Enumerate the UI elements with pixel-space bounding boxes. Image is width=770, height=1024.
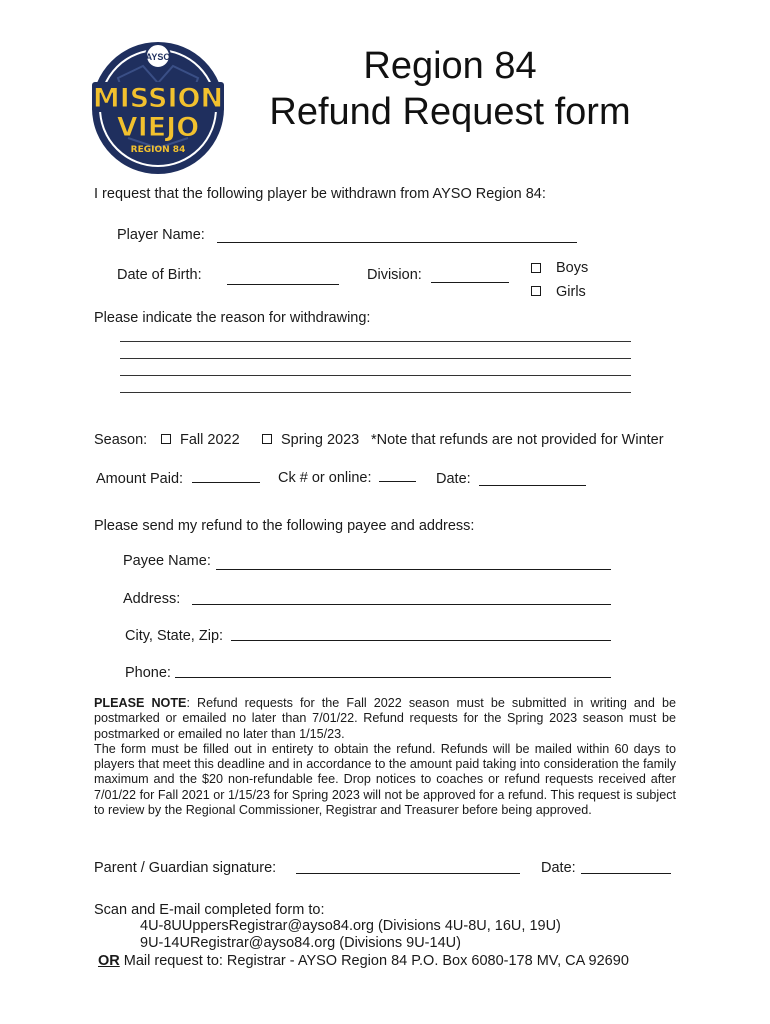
winter-note: *Note that refunds are not provided for Winter bbox=[371, 432, 664, 448]
logo-banner: REGION 84 bbox=[130, 145, 186, 155]
check-field[interactable] bbox=[379, 481, 416, 482]
fall-2022-checkbox[interactable] bbox=[161, 434, 171, 444]
signature-date-label: Date: bbox=[541, 860, 576, 876]
intro-text: I request that the following player be withdrawn from AYSO Region 84: bbox=[94, 186, 546, 202]
mail-address: Mail request to: Registrar - AYSO Region 84 P.O. Box 6080-178 MV, CA 92690 bbox=[119, 953, 629, 969]
notice-heading: PLEASE NOTE bbox=[94, 696, 187, 710]
reason-label: Please indicate the reason for withdrawing: bbox=[94, 310, 371, 326]
phone-field[interactable] bbox=[175, 677, 611, 678]
reason-line-3[interactable] bbox=[120, 375, 631, 376]
payment-date-field[interactable] bbox=[479, 485, 586, 486]
player-name-label: Player Name: bbox=[117, 227, 205, 243]
girls-checkbox[interactable] bbox=[531, 286, 541, 296]
fall-2022-label: Fall 2022 bbox=[180, 432, 240, 448]
mail-instructions bbox=[98, 953, 629, 970]
reason-line-1[interactable] bbox=[120, 341, 631, 342]
phone-label: Phone: bbox=[125, 665, 171, 681]
division-field[interactable] bbox=[431, 282, 509, 283]
refund-notice bbox=[94, 696, 676, 818]
signature-label: Parent / Guardian signature: bbox=[94, 860, 277, 876]
player-name-field[interactable] bbox=[217, 242, 577, 243]
logo-badge-text: AYSO bbox=[145, 52, 171, 62]
logo-text-bottom: VIEJO bbox=[116, 112, 200, 143]
payee-intro: Please send my refund to the following payee and address: bbox=[94, 518, 475, 534]
or-label: OR bbox=[98, 953, 120, 969]
city-state-zip-label: City, State, Zip: bbox=[125, 628, 224, 644]
dob-label: Date of Birth: bbox=[117, 267, 202, 283]
payee-name-label: Payee Name: bbox=[123, 553, 211, 569]
season-label: Season: bbox=[94, 432, 148, 448]
address-field[interactable] bbox=[192, 604, 611, 605]
signature-field[interactable] bbox=[296, 873, 520, 874]
title-line2: Refund Request form bbox=[269, 91, 631, 133]
payment-date-label: Date: bbox=[436, 471, 471, 487]
check-label: Ck # or online: bbox=[278, 470, 372, 486]
address-label: Address: bbox=[123, 591, 181, 607]
email-9u-14u[interactable]: 9U-14URegistrar@ayso84.org (Divisions 9U-14U) bbox=[140, 935, 461, 951]
mission-viejo-logo bbox=[88, 38, 228, 178]
dob-field[interactable] bbox=[227, 284, 339, 285]
signature-date-field[interactable] bbox=[581, 873, 671, 874]
spring-2023-checkbox[interactable] bbox=[262, 434, 272, 444]
email-uppers[interactable]: 4U-8UUppersRegistrar@ayso84.org (Divisions 4U-8U, 16U, 19U) bbox=[140, 918, 561, 934]
girls-label: Girls bbox=[556, 284, 586, 300]
payee-name-field[interactable] bbox=[216, 569, 611, 570]
logo-text-top: MISSION bbox=[92, 83, 224, 114]
boys-label: Boys bbox=[556, 260, 589, 276]
boys-checkbox[interactable] bbox=[531, 263, 541, 273]
city-state-zip-field[interactable] bbox=[231, 640, 611, 641]
amount-paid-field[interactable] bbox=[192, 482, 260, 483]
reason-line-2[interactable] bbox=[120, 358, 631, 359]
scan-intro: Scan and E-mail completed form to: bbox=[94, 902, 325, 918]
reason-line-4[interactable] bbox=[120, 392, 631, 393]
amount-paid-label: Amount Paid: bbox=[96, 471, 184, 487]
notice-para-2: The form must be filled out in entirety to obtain the refund. Refunds will be mailed within 60 days to players that meet this deadline and in accordance to the amount paid taking into consideration the family maximum and the $20 non-refundable fee. Drop notices to coaches or refund requests received after 7/01/22 for Fall 2021 or 1/15/23 for Spring 2023 will not be approved for a refund. This request is subject to review by the Regional Commissioner, Registrar and Treasurer before being approved. bbox=[94, 741, 676, 818]
division-label: Division: bbox=[367, 267, 422, 283]
spring-2023-label: Spring 2023 bbox=[281, 432, 360, 448]
notice-para-1: : Refund requests for the Fall 2022 season must be submitted in writing and be postmarked or emailed no later than 7/01/22. Refund requests for the Spring 2023 season must be postmarked or emailed no later than 1/15/23. bbox=[94, 696, 676, 741]
title-line1: Region 84 bbox=[363, 45, 537, 87]
